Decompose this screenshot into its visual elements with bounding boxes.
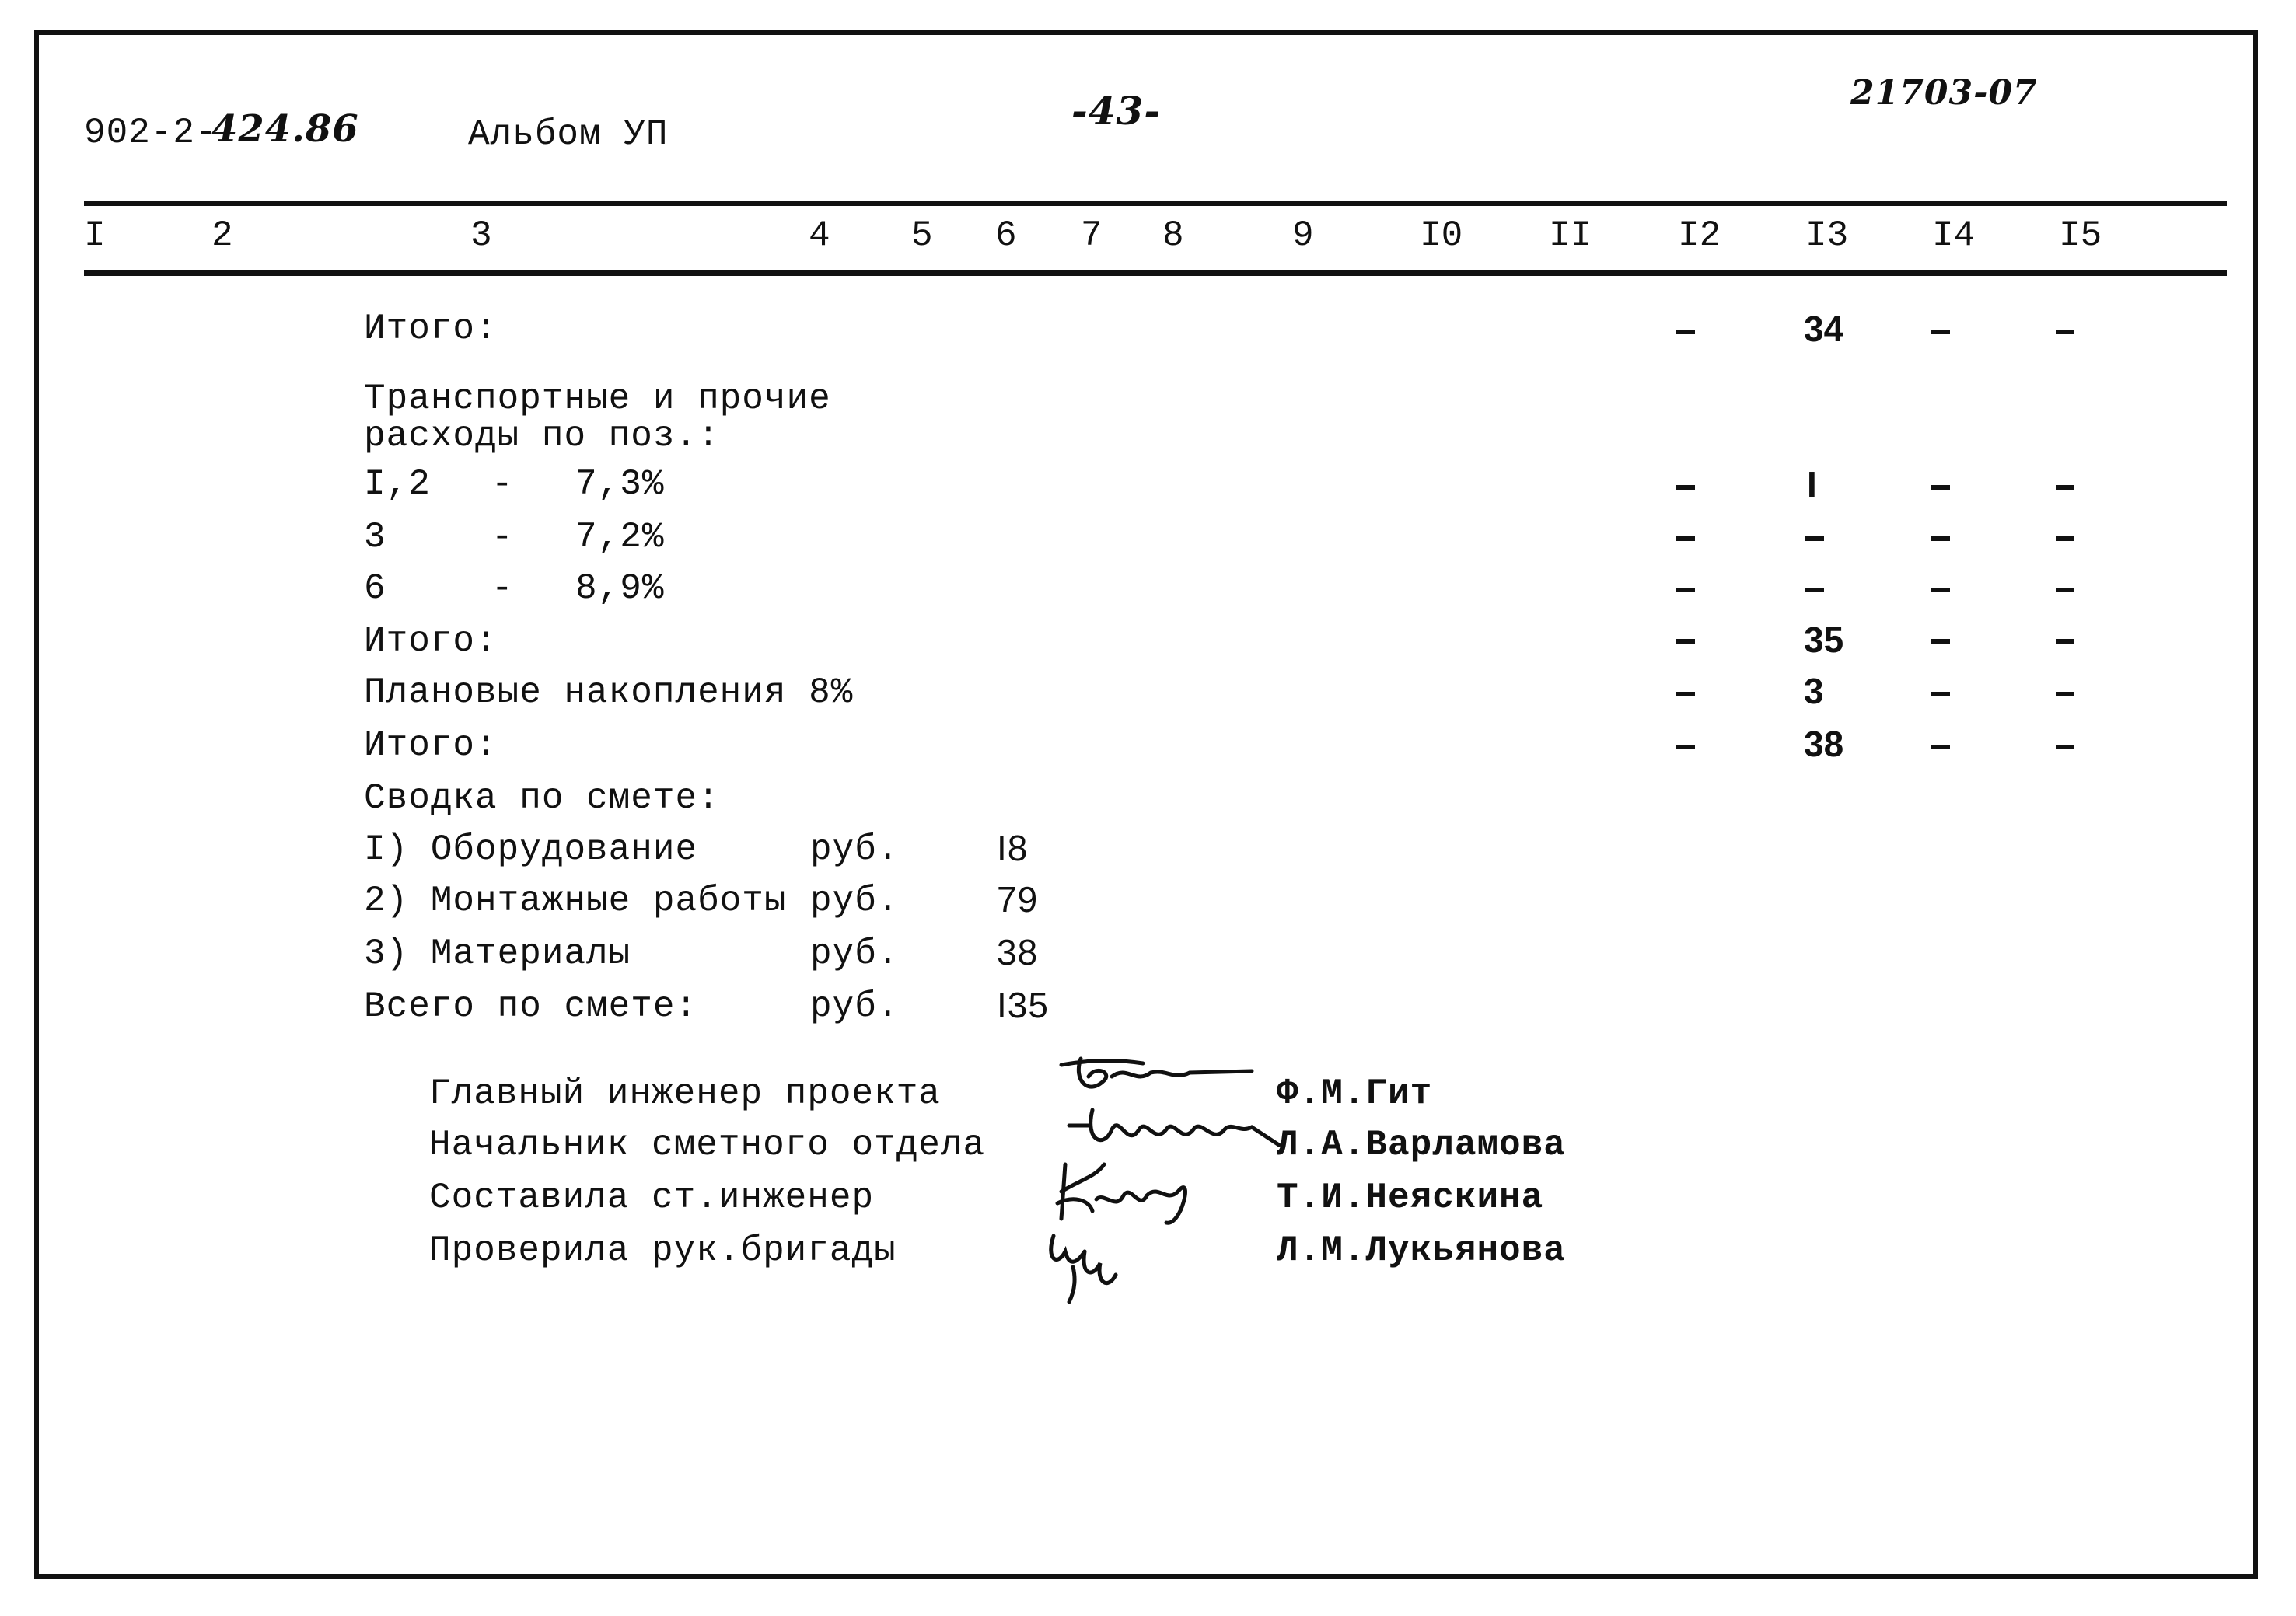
column-header: I4 [1932,215,1976,256]
summary-title: Сводка по смете: [364,778,720,818]
column-header: 6 [995,215,1017,256]
signatory-role: Главный инженер проекта [429,1073,941,1114]
summary-total-label: Всего по смете: [364,986,698,1027]
dash-mark [1931,692,1950,696]
signatory-name: Л.М.Лукьянова [1277,1230,1566,1271]
transport-heading-line1: Транспортные и прочие [364,379,831,419]
position-percent: 8,9% [575,568,665,609]
signatory-name: Т.И.Неяскина [1277,1178,1544,1218]
dash-mark [2056,330,2074,334]
position-dash: - [491,517,514,557]
summary-item-label: 3) Материалы [364,934,631,974]
column-header: I [84,215,106,256]
row-label: Итого: [364,621,498,661]
column-header: 2 [211,215,233,256]
page-number: -43- [1071,88,1162,134]
archive-number: 21703-07 [1850,73,2038,113]
dash-mark [2056,536,2074,541]
position-number: 3 [364,517,386,557]
dash-mark [1931,745,1950,749]
dash-mark [1676,485,1695,490]
dash-mark [2056,588,2074,592]
dash-mark [1676,692,1695,696]
row-label: Итого: [364,309,498,349]
summary-item-unit: руб. [810,829,900,870]
summary-item-label: 2) Монтажные работы [364,881,787,921]
dash-mark [2056,639,2074,644]
summary-item-value: 79 [997,879,1039,920]
position-number: I,2 [364,464,431,504]
value-c13: 35 [1804,620,1844,660]
dash-mark [1931,588,1950,592]
column-header: 4 [809,215,830,256]
value-c13: 3 [1804,671,1824,711]
dash-mark [1805,536,1824,541]
signature-4 [1042,1220,1135,1306]
dash-mark [1931,639,1950,644]
position-dash: - [491,568,514,609]
header-top-rule [84,201,2227,206]
column-header: 8 [1162,215,1184,256]
doc-code-handwritten: 424.86 [211,107,359,151]
column-header: 3 [470,215,492,256]
summary-item-unit: руб. [810,934,900,974]
doc-code-prefix: 902-2- [84,113,218,153]
dash-mark [1931,536,1950,541]
dash-mark [1676,745,1695,749]
transport-heading-line2: расходы по поз.: [364,416,720,456]
signatory-role: Составила ст.инженер [429,1178,875,1218]
column-header: I5 [2059,215,2102,256]
column-header: I2 [1678,215,1721,256]
dash-mark [1805,588,1824,592]
summary-total-unit: руб. [810,986,900,1027]
column-header: II [1549,215,1592,256]
column-header: I0 [1420,215,1463,256]
value-c13: 34 [1804,309,1844,349]
dash-mark [1676,639,1695,644]
summary-item-label: I) Оборудование [364,829,698,870]
album-label: Альбом УП [468,114,669,155]
column-header: 9 [1292,215,1314,256]
position-number: 6 [364,568,386,609]
signatory-role: Начальник сметного отдела [429,1125,986,1165]
dash-mark [1676,330,1695,334]
dash-mark [1676,588,1695,592]
signatory-role: Проверила рук.бригады [429,1230,896,1271]
dash-mark [1931,485,1950,490]
dash-mark [1676,536,1695,541]
position-percent: 7,2% [575,517,665,557]
row-label: Итого: [364,725,498,766]
value-c13: I [1807,464,1817,504]
row-label: Плановые накопления 8% [364,672,854,713]
position-percent: 7,3% [575,464,665,504]
summary-total-value: I35 [997,985,1049,1025]
column-header: 7 [1081,215,1103,256]
header-bottom-rule [84,270,2227,276]
dash-mark [1931,330,1950,334]
signatory-name: Ф.М.Гит [1277,1073,1433,1114]
summary-item-value: 38 [997,932,1039,972]
position-dash: - [491,464,514,504]
dash-mark [2056,485,2074,490]
dash-mark [2056,692,2074,696]
signatory-name: Л.А.Варламова [1277,1125,1566,1165]
column-header: 5 [911,215,933,256]
dash-mark [2056,745,2074,749]
summary-item-unit: руб. [810,881,900,921]
summary-item-value: I8 [997,828,1029,868]
value-c13: 38 [1804,724,1844,764]
column-header: I3 [1805,215,1849,256]
